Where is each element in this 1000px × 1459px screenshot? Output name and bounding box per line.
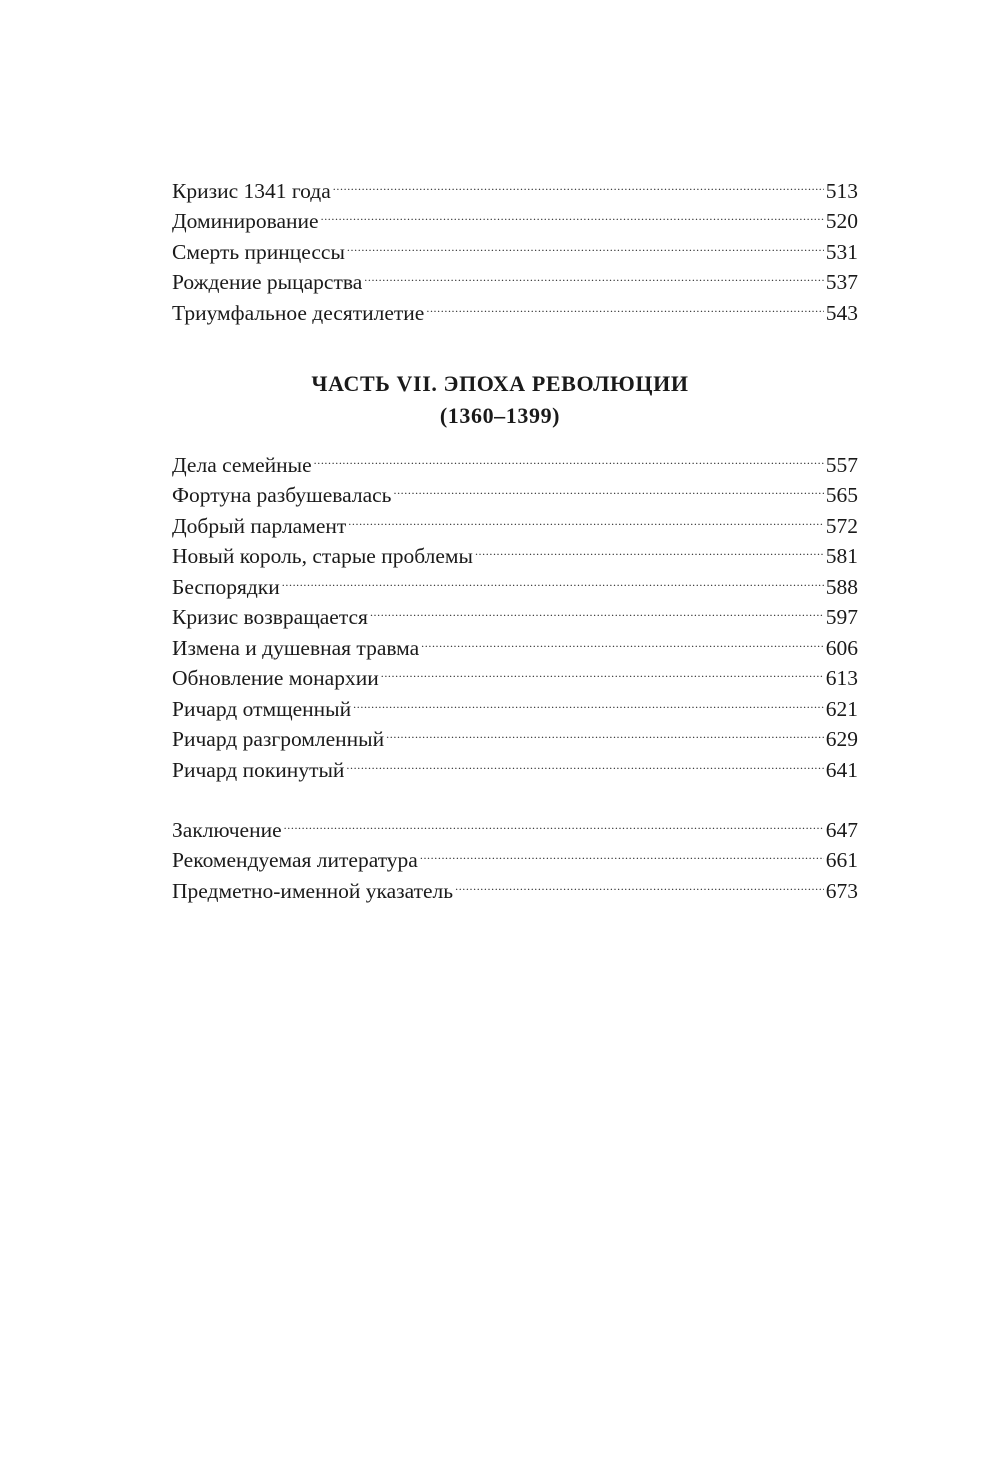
toc-entry-title: Ричард покинутый [172,757,345,782]
part-years: (1360–1399) [439,403,561,428]
dot-leader [353,685,824,716]
dot-leader [348,502,823,533]
dot-leader [426,289,823,320]
dot-leader [314,441,824,472]
toc-entry-title: Кризис 1341 года [172,178,331,203]
toc-entry-page: 621 [825,696,858,721]
toc-entry-title: Ричард отмщенный [172,696,352,721]
toc-entry [172,167,858,203]
toc-entry-title: Добрый парламент [172,513,347,538]
toc-entry-page: 565 [825,483,858,507]
dot-leader [475,533,824,564]
toc-entry-title: Беспорядки [172,574,280,599]
toc-entry-title: Фортуна разбушевалась [172,483,392,507]
toc-entry-page: 531 [825,239,858,264]
toc-entry-page: 613 [825,666,858,690]
dot-leader [386,716,824,747]
toc-entry-title: Обновление монархии [172,666,379,690]
toc-entry-page: 537 [825,270,858,294]
toc-entry-title: Новый король, старые проблемы [172,544,473,568]
toc-entry-title: Дела семейные [172,452,312,477]
toc-entry-page: 572 [825,513,858,538]
toc-entry-page: 661 [825,848,858,872]
toc-entry-title: Рекомендуемая литература [172,848,418,872]
toc-list-part-6-end [172,167,858,325]
toc-entry-title: Измена и душевная травма [172,635,420,660]
dot-leader [346,746,823,777]
toc-list-back-matter [172,806,858,903]
dot-leader [284,806,824,837]
toc-entry-page: 629 [825,727,858,751]
dot-leader [364,259,824,290]
dot-leader [381,655,824,686]
dot-leader [321,198,824,229]
toc-entry-page: 543 [825,300,858,325]
toc-entry-page: 641 [825,757,858,782]
toc-entry-title: Предметно-именной указатель [172,878,454,903]
toc-entry-title: Рождение рыцарства [172,270,363,294]
toc-entry-page: 597 [825,605,858,629]
part-title: ЧАСТЬ VII. ЭПОХА РЕВОЛЮЦИИ [311,371,689,396]
dot-leader [370,594,824,625]
toc-entry [172,806,858,842]
toc-entry-page: 557 [825,452,858,477]
toc-entry-page: 606 [825,635,858,660]
toc-entry-title: Триумфальное десятилетие [172,300,425,325]
dot-leader [347,228,824,259]
toc-entry [172,441,858,477]
toc-list-part-7 [172,441,858,782]
dot-leader [420,837,824,868]
dot-leader [282,563,824,594]
toc-entry-page: 673 [825,878,858,903]
toc-entry-page: 647 [825,817,858,842]
dot-leader [333,167,824,198]
toc-entry-title: Доминирование [172,209,319,233]
toc-entry-title: Ричард разгромленный [172,727,385,751]
dot-leader [455,867,824,898]
toc-entry-page: 581 [825,544,858,568]
dot-leader [393,472,823,503]
dot-leader [421,624,824,655]
toc-entry-page: 588 [825,574,858,599]
toc-entry-page: 520 [825,209,858,233]
toc-entry-title: Кризис возвращается [172,605,368,629]
part-heading [0,368,1000,432]
toc-entry-title: Смерть принцессы [172,239,345,264]
toc-entry-title: Заключение [172,817,282,842]
toc-entry-page: 513 [825,178,858,203]
